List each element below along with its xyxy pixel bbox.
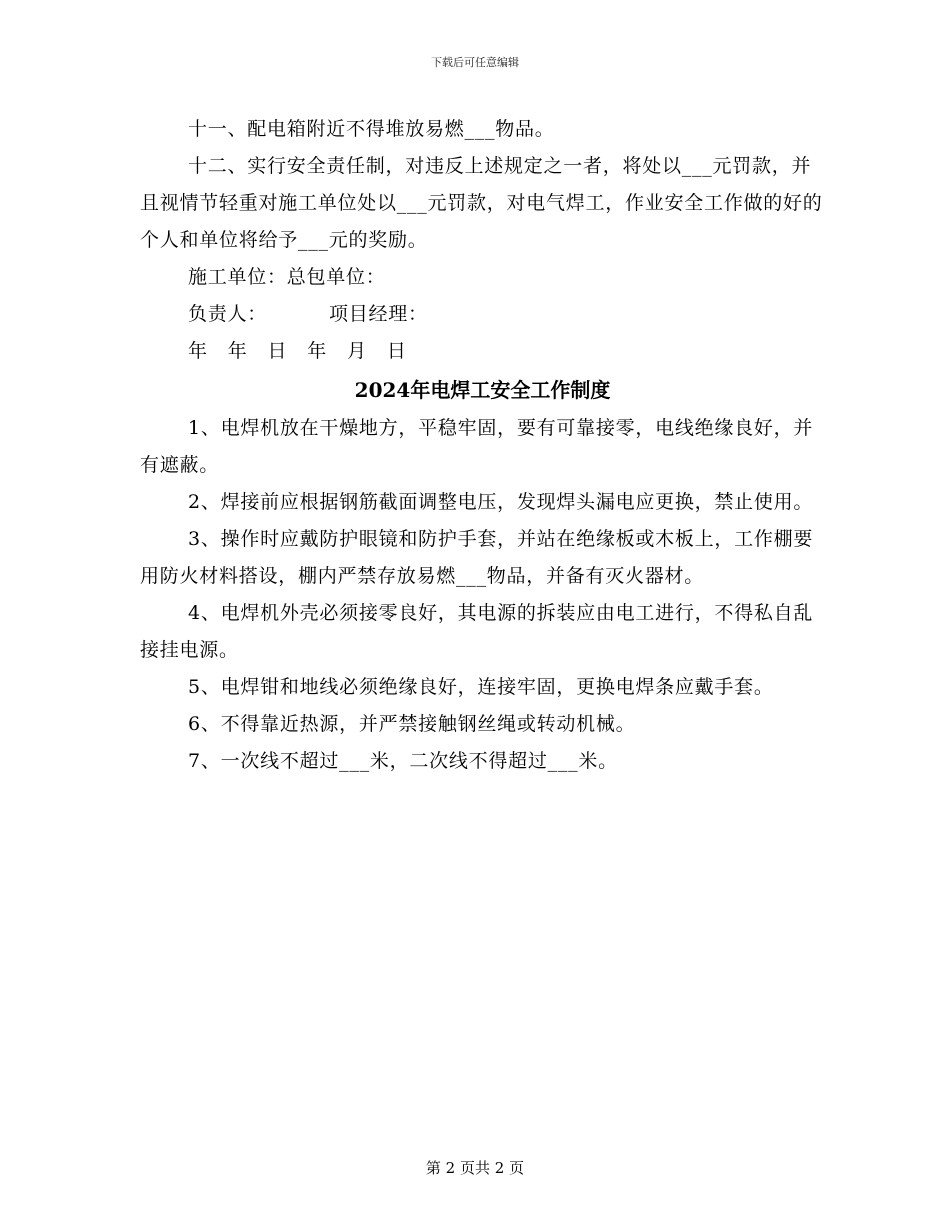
project-manager-label: 项目经理： [329, 303, 428, 325]
rule-item-6: 6、不得靠近热源，并严禁接触钢丝绳或转动机械。 [188, 713, 636, 735]
date-year-2: 年 [227, 340, 248, 362]
date-year-1: 年 [188, 340, 208, 362]
date-year-3: 年 [307, 340, 328, 362]
paragraph-11: 十一、配电箱附近不得堆放易燃___物品。 [188, 118, 555, 140]
rule-item-2: 2、焊接前应根据钢筋截面调整电压，发现焊头漏电应更换，禁止使用。 [188, 491, 814, 513]
construction-unit-line: 施工单位：总包单位： [188, 266, 386, 288]
date-day-2: 日 [386, 340, 407, 362]
document-body [140, 111, 825, 780]
rule-item-1: 1、电焊机放在干燥地方，平稳牢固，要有可靠接零，电线绝缘良好，并有遮蔽。 [140, 417, 814, 476]
signature-line [140, 296, 825, 333]
rule-item-7: 7、一次线不超过___米，二次线不得超过___米。 [188, 750, 618, 772]
rule-item-3: 3、操作时应戴防护眼镜和防护手套，并站在绝缘板或木板上，工作棚要用防火材料搭设，棚内严禁存放易燃___物品，并备有灭火器材。 [140, 528, 814, 587]
section-title: 2024年电焊工安全工作制度 [354, 378, 611, 402]
date-line [140, 333, 825, 370]
paragraph-12: 十二、实行安全责任制，对违反上述规定之一者，将处以___元罚款，并且视情节轻重对施工单位处以___元罚款，对电气焊工，作业安全工作做的好的个人和单位将给予___元的奖励。 [140, 155, 823, 251]
rule-item-4: 4、电焊机外壳必须接零良好，其电源的拆装应由电工进行，不得私自乱接挂电源。 [140, 602, 814, 661]
rule-item-5: 5、电焊钳和地线必须绝缘良好，连接牢固，更换电焊条应戴手套。 [188, 676, 774, 698]
page-footer: 第 2 页共 2 页 [425, 1159, 525, 1177]
responsible-person-label: 负责人： [188, 303, 268, 325]
date-day-1: 日 [267, 340, 288, 362]
date-month: 月 [347, 340, 367, 362]
page-header: 下载后可任意编辑 [431, 56, 519, 69]
